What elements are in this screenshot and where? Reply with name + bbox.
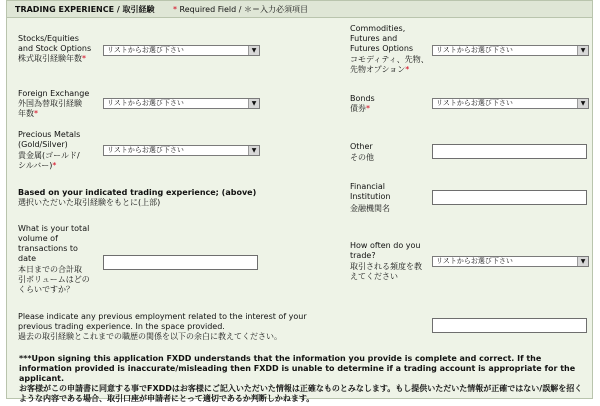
forex-label-jp-text: 外国為替取引経験 年数 [18,99,82,118]
metals-label-jp [18,151,110,171]
employment-label-en: Please indicate any previous employment related to the interest of your previous trading experience. In the space provided. [18,312,307,331]
stocks-label-jp [18,54,110,64]
volume-label-jp: 本日までの合計取 引ボリュームはどの くらいですか？ [18,265,90,294]
bonds-select-value: リストからお選び下さい [436,99,513,107]
stocks-select-value: リストからお選び下さい [107,46,184,54]
chevron-down-icon[interactable]: ▼ [577,46,588,55]
chevron-down-icon[interactable]: ▼ [577,257,588,266]
other-label-en: Other [350,142,373,151]
metals-label-jp-text: 貴金属(ゴールド/ シルバー) [18,151,80,170]
commodities-label-jp [350,55,440,75]
chevron-down-icon[interactable]: ▼ [248,99,259,108]
volume-input[interactable] [103,255,258,270]
chevron-down-icon[interactable]: ▼ [577,99,588,108]
forex-label-jp [18,99,110,119]
disclaimer-jp: お客様がこの申請書に同意する事でFXDDはお客様にご記入いただいた情報は正確なものとみなします。もし提供いただいた情報が正確ではない/誤解を招くような内容である場合、取引口座が申請者にとって適切であるか判断しかねます。 [19,384,583,403]
stocks-label-en: Stocks/Equities and Stock Options [18,34,92,53]
volume-label-en: What is your total volume of transactions to date [18,224,90,263]
employment-label-jp: 過去の取引経験とこれまでの職歴の関係を以下の余白に教えてください。 [18,332,282,341]
required-field-note [173,4,308,15]
required-star: * [173,5,177,14]
bonds-label-jp [350,104,430,114]
bonds-label-jp-text: 債券 [350,104,366,113]
metals-select[interactable] [103,145,260,156]
stocks-select[interactable] [103,45,260,56]
metals-required-star: * [52,161,57,170]
other-input[interactable] [432,144,587,159]
institution-label-jp: 金融機関名 [350,204,390,213]
commodities-select-value: リストからお選び下さい [436,46,513,54]
other-label-jp: その他 [350,153,374,162]
metals-label-en: Precious Metals (Gold/Silver) [18,130,81,149]
bonds-label-en: Bonds [350,94,375,103]
chevron-down-icon[interactable]: ▼ [248,146,259,155]
forex-label-en: Foreign Exchange [18,89,90,98]
disclaimer-notice [19,354,587,404]
bonds-select[interactable] [432,98,589,109]
institution-input[interactable] [432,190,587,205]
institution-label-en: Financial Institution [350,182,391,201]
commodities-required-star: * [405,65,410,74]
employment-input[interactable] [432,318,587,333]
frequency-label-en: How often do you trade? [350,241,421,260]
based-on-label-en: Based on your indicated trading experience; (above) [18,188,257,197]
stocks-required-star: * [82,54,86,63]
bonds-required-star: * [366,104,370,113]
disclaimer-en: ***Upon signing this application FXDD understands that the information you provide is complete and correct. If the information provided is inaccurate/misleading then FXDD is unable to determine if a trading account is appropriate for the applicant. [19,354,576,383]
forex-select[interactable] [103,98,260,109]
section-header [7,1,592,18]
stocks-label-jp-text: 株式取引経験年数 [18,54,82,63]
based-on-label-jp: 選択いただいた取引経験をもとに(上部) [18,198,161,207]
frequency-select[interactable] [432,256,589,267]
required-field-text: Required Field / ＊＝入力必須項目 [179,5,308,14]
commodities-label-en: Commodities, Futures and Futures Options [350,24,414,53]
frequency-select-value: リストからお選び下さい [436,257,513,265]
forex-select-value: リストからお選び下さい [107,99,184,107]
metals-select-value: リストからお選び下さい [107,146,184,154]
commodities-label-jp-text: コモディティ、先物、 先物オプション [350,55,429,74]
forex-required-star: * [34,109,38,118]
commodities-select[interactable] [432,45,589,56]
chevron-down-icon[interactable]: ▼ [248,46,259,55]
section-title: TRADING EXPERIENCE / 取引経験 [15,5,155,14]
trading-experience-panel [6,0,593,403]
frequency-label-jp: 取引される頻度を教 えてください [350,262,422,281]
